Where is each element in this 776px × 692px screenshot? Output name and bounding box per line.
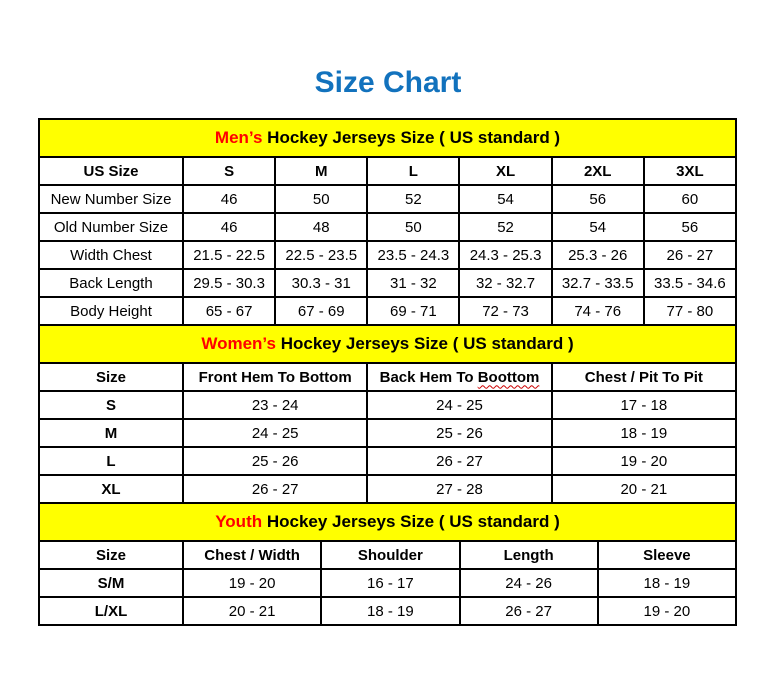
column-header: 2XL [552, 157, 644, 185]
size-value-cell: 29.5 - 30.3 [183, 269, 275, 297]
misspelled-word: Boottom [477, 368, 540, 386]
size-value-cell: 21.5 - 22.5 [183, 241, 275, 269]
size-value-cell: 69 - 71 [367, 297, 459, 325]
table-row [39, 269, 736, 297]
women-section-header [39, 325, 736, 363]
column-header: 3XL [644, 157, 736, 185]
size-value-cell: 26 - 27 [644, 241, 736, 269]
column-header: Chest / Pit To Pit [552, 363, 736, 391]
table-row [39, 447, 736, 475]
size-value-cell: 18 - 19 [598, 569, 736, 597]
youth-section-row [39, 503, 736, 541]
size-value-cell: 77 - 80 [644, 297, 736, 325]
size-value-cell: 54 [552, 213, 644, 241]
size-value-cell: 16 - 17 [321, 569, 459, 597]
column-header: Size [39, 541, 183, 569]
size-value-cell: 74 - 76 [552, 297, 644, 325]
row-label: M [39, 419, 183, 447]
size-value-cell: 18 - 19 [321, 597, 459, 625]
women-size-table [38, 324, 737, 504]
men-section-rest: Hockey Jerseys Size ( US standard ) [262, 128, 561, 147]
misspelled-header-prefix: Back Hem To [379, 368, 478, 386]
column-header: Chest / Width [183, 541, 321, 569]
table-row [39, 419, 736, 447]
youth-size-table [38, 502, 737, 626]
size-value-cell: 31 - 32 [367, 269, 459, 297]
men-section-header [39, 119, 736, 157]
size-value-cell: 24 - 25 [183, 419, 367, 447]
table-row [39, 569, 736, 597]
size-value-cell: 24 - 26 [460, 569, 598, 597]
table-row [39, 185, 736, 213]
page-title: Size Chart [314, 66, 462, 99]
size-value-cell: 19 - 20 [598, 597, 736, 625]
column-header: Size [39, 363, 183, 391]
table-row [39, 391, 736, 419]
size-value-cell: 67 - 69 [275, 297, 367, 325]
women-section-rest: Hockey Jerseys Size ( US standard ) [275, 334, 574, 353]
size-value-cell: 46 [183, 213, 275, 241]
table-row [39, 475, 736, 503]
women-column-header-row [39, 363, 736, 391]
size-value-cell: 19 - 20 [552, 447, 736, 475]
size-value-cell: 20 - 21 [552, 475, 736, 503]
size-value-cell: 20 - 21 [183, 597, 321, 625]
size-value-cell: 17 - 18 [552, 391, 736, 419]
size-value-cell: 25 - 26 [183, 447, 367, 475]
size-value-cell: 33.5 - 34.6 [644, 269, 736, 297]
size-value-cell: 52 [459, 213, 551, 241]
row-label: Old Number Size [39, 213, 183, 241]
men-section-accent: Men’s [214, 128, 263, 147]
youth-section-rest: Hockey Jerseys Size ( US standard ) [262, 512, 560, 531]
row-label: L/XL [39, 597, 183, 625]
row-label: XL [39, 475, 183, 503]
column-header: Shoulder [321, 541, 459, 569]
column-header: US Size [39, 157, 183, 185]
size-value-cell: 24 - 25 [367, 391, 551, 419]
column-header: L [367, 157, 459, 185]
size-value-cell: 26 - 27 [367, 447, 551, 475]
size-value-cell: 60 [644, 185, 736, 213]
size-value-cell: 26 - 27 [460, 597, 598, 625]
row-label: Back Length [39, 269, 183, 297]
size-value-cell: 65 - 67 [183, 297, 275, 325]
column-header: Front Hem To Bottom [183, 363, 367, 391]
size-value-cell: 50 [275, 185, 367, 213]
size-value-cell: 25 - 26 [367, 419, 551, 447]
size-value-cell: 27 - 28 [367, 475, 551, 503]
column-header-misspelled [367, 363, 551, 391]
table-row [39, 597, 736, 625]
size-value-cell: 24.3 - 25.3 [459, 241, 551, 269]
column-header: XL [459, 157, 551, 185]
size-value-cell: 32 - 32.7 [459, 269, 551, 297]
size-value-cell: 56 [644, 213, 736, 241]
table-row [39, 213, 736, 241]
row-label: S [39, 391, 183, 419]
table-row [39, 241, 736, 269]
size-value-cell: 23 - 24 [183, 391, 367, 419]
size-value-cell: 48 [275, 213, 367, 241]
row-label: L [39, 447, 183, 475]
youth-section-accent: Youth [215, 512, 263, 531]
size-value-cell: 46 [183, 185, 275, 213]
size-value-cell: 18 - 19 [552, 419, 736, 447]
column-header: M [275, 157, 367, 185]
men-size-table [38, 118, 737, 326]
men-column-header-row [39, 157, 736, 185]
size-tables [38, 118, 737, 626]
size-value-cell: 32.7 - 33.5 [552, 269, 644, 297]
column-header: S [183, 157, 275, 185]
column-header: Length [460, 541, 598, 569]
size-value-cell: 22.5 - 23.5 [275, 241, 367, 269]
row-label: S/M [39, 569, 183, 597]
size-value-cell: 30.3 - 31 [275, 269, 367, 297]
youth-section-header [39, 503, 736, 541]
row-label: New Number Size [39, 185, 183, 213]
row-label: Body Height [39, 297, 183, 325]
youth-column-header-row [39, 541, 736, 569]
column-header: Sleeve [598, 541, 736, 569]
size-value-cell: 50 [367, 213, 459, 241]
size-value-cell: 54 [459, 185, 551, 213]
size-value-cell: 56 [552, 185, 644, 213]
size-value-cell: 23.5 - 24.3 [367, 241, 459, 269]
size-value-cell: 72 - 73 [459, 297, 551, 325]
row-label: Width Chest [39, 241, 183, 269]
men-section-row [39, 119, 736, 157]
size-value-cell: 26 - 27 [183, 475, 367, 503]
women-section-accent: Women’s [201, 334, 276, 353]
size-value-cell: 25.3 - 26 [552, 241, 644, 269]
size-value-cell: 19 - 20 [183, 569, 321, 597]
women-section-row [39, 325, 736, 363]
size-value-cell: 52 [367, 185, 459, 213]
table-row [39, 297, 736, 325]
